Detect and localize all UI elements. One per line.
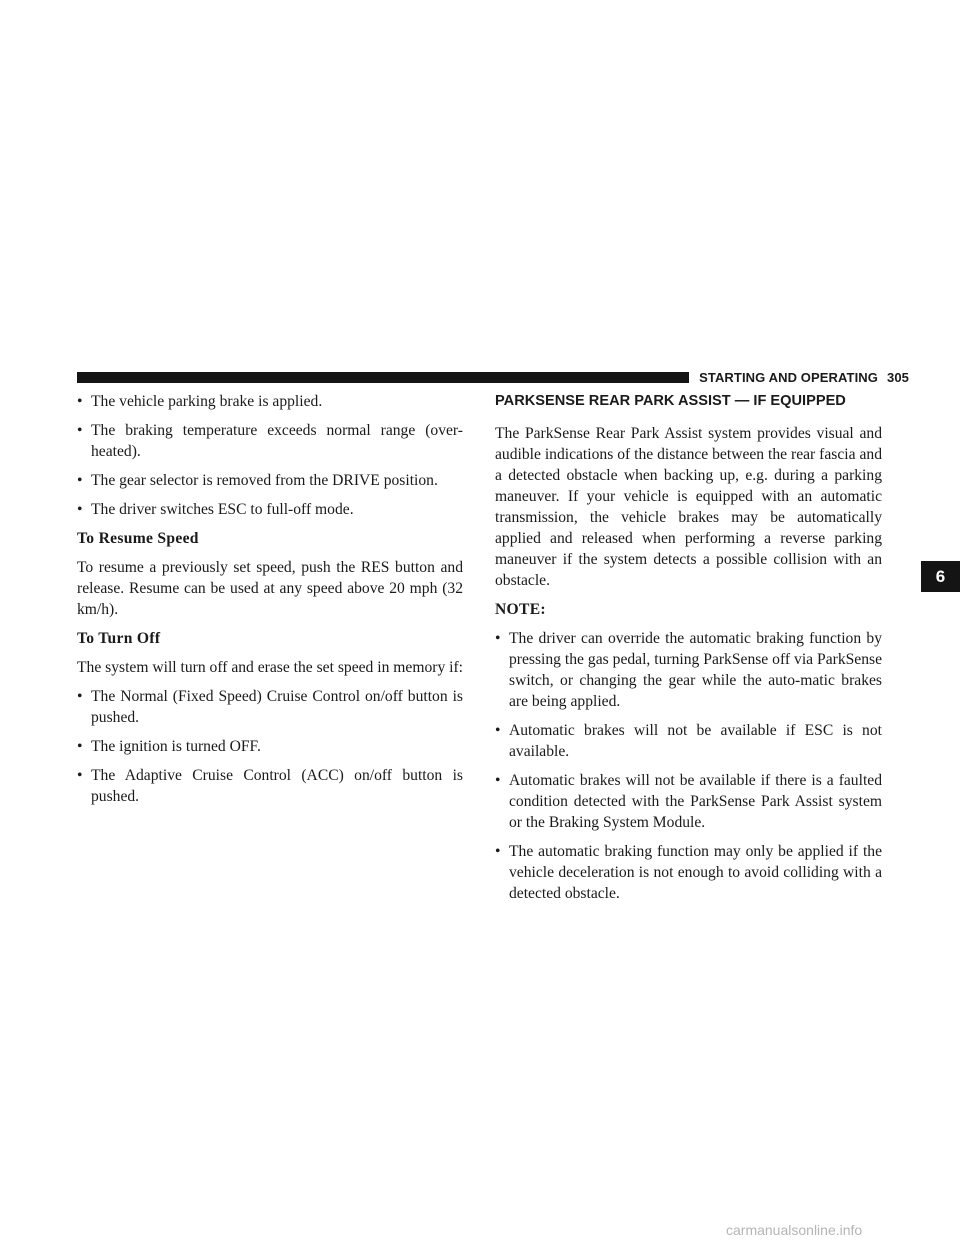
list-item: • The automatic braking function may only be applied if the vehicle deceleration is not enough to avoid colliding with a detected obstacle. — [495, 843, 882, 902]
bullet-icon: • — [77, 393, 83, 410]
resume-speed-text: To resume a previously set speed, push the RES button and release. Resume can be used at any speed above 20 mph (32 km/h). — [77, 559, 463, 618]
bullet-icon: • — [77, 422, 83, 439]
list-item: • The Normal (Fixed Speed) Cruise Control on/off button is pushed. — [77, 688, 463, 726]
bullet-icon: • — [495, 772, 501, 789]
bullet-icon: • — [495, 630, 501, 647]
section-title: PARKSENSE REAR PARK ASSIST — IF EQUIPPED — [495, 393, 846, 409]
note-label: NOTE: — [495, 601, 546, 618]
list-item: • The vehicle parking brake is applied. — [77, 393, 323, 410]
right-column — [495, 391, 882, 912]
bullet-icon: • — [495, 722, 501, 739]
list-item: • Automatic brakes will not be available if ESC is not available. — [495, 722, 882, 760]
list-item: • The ignition is turned OFF. — [77, 738, 261, 755]
page-header — [77, 367, 909, 387]
bullet-icon: • — [77, 472, 83, 489]
bullet-icon: • — [495, 843, 501, 860]
header-rule — [77, 372, 689, 383]
list-item: • The driver can override the automatic braking function by pressing the gas pedal, turning ParkSense off via ParkSense switch, or changing the gear while the auto-matic brakes are being applied. — [495, 630, 882, 710]
chapter-tab: 6 — [921, 561, 960, 592]
list-item: • Automatic brakes will not be available if there is a faulted condition detected with the ParkSense Park Assist system or the Braking System Module. — [495, 772, 882, 831]
left-column — [77, 391, 463, 815]
watermark: carmanualsonline.info — [726, 1222, 863, 1238]
resume-speed-heading: To Resume Speed — [77, 530, 199, 547]
list-item: • The driver switches ESC to full-off mode. — [77, 501, 354, 518]
bullet-icon: • — [77, 767, 83, 784]
list-item: • The gear selector is removed from the DRIVE position. — [77, 472, 438, 489]
bullet-icon: • — [77, 501, 83, 518]
parksense-intro: The ParkSense Rear Park Assist system provides visual and audible indications of the distance between the rear fascia and a detected obstacle when backing up, e.g. during a parking maneuver. If your vehicle is equipped with an automatic transmission, the vehicle brakes may be automatically applied and released when performing a reverse parking maneuver if the system detects a possible collision with an obstacle. — [495, 425, 882, 589]
turn-off-text: The system will turn off and erase the set speed in memory if: — [77, 659, 463, 676]
list-item: • The braking temperature exceeds normal range (over-heated). — [77, 422, 463, 460]
header-section-title: STARTING AND OPERATING — [699, 369, 878, 385]
bullet-icon: • — [77, 688, 83, 705]
list-item: • The Adaptive Cruise Control (ACC) on/off button is pushed. — [77, 767, 463, 805]
turn-off-heading: To Turn Off — [77, 630, 161, 647]
page-number: 305 — [887, 369, 909, 385]
bullet-icon: • — [77, 738, 83, 755]
